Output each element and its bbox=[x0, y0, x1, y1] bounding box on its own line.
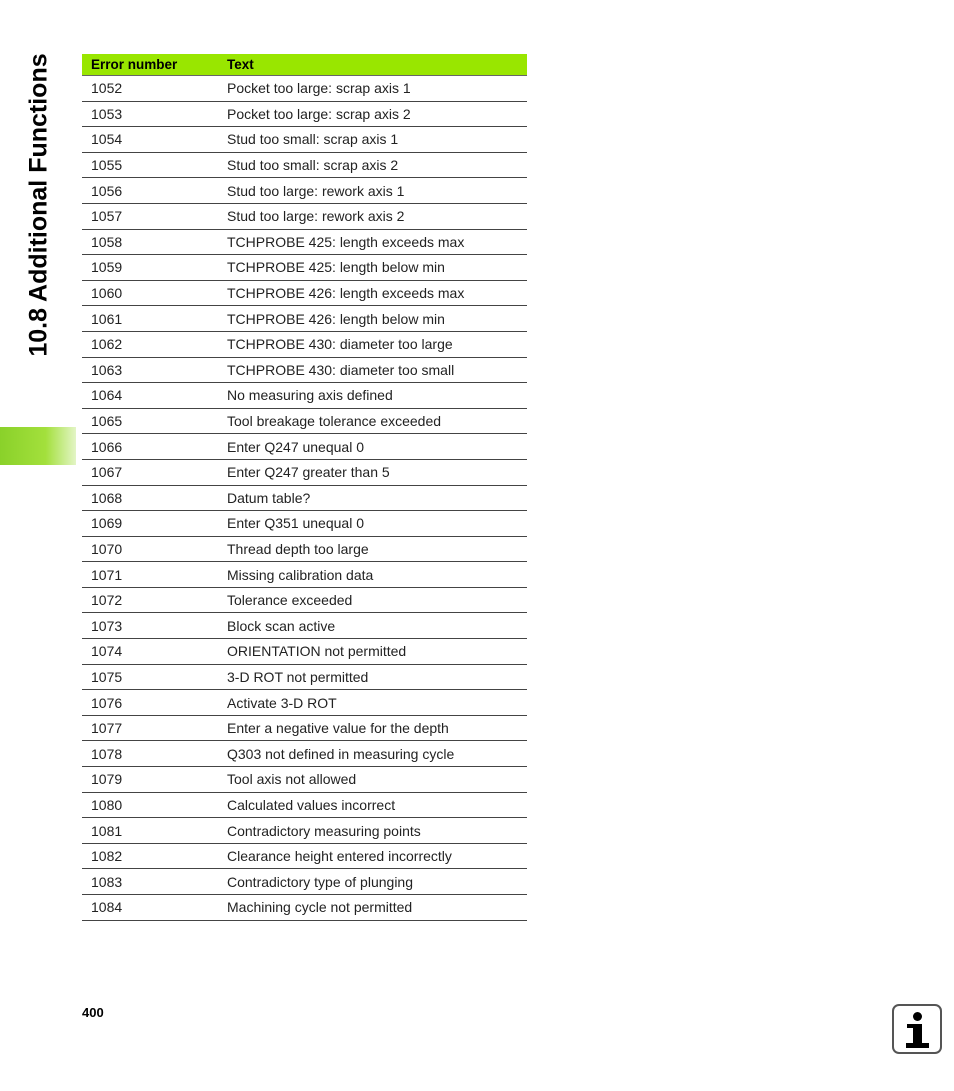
error-number-cell: 1067 bbox=[82, 459, 218, 485]
error-number-cell: 1078 bbox=[82, 741, 218, 767]
error-text-cell: Tool axis not allowed bbox=[218, 767, 527, 793]
error-number-cell: 1058 bbox=[82, 229, 218, 255]
table-row bbox=[82, 434, 527, 460]
error-text-cell: Stud too large: rework axis 1 bbox=[218, 178, 527, 204]
table-header-row bbox=[82, 54, 527, 76]
error-text-cell: TCHPROBE 425: length below min bbox=[218, 255, 527, 281]
error-number-cell: 1083 bbox=[82, 869, 218, 895]
page-number: 400 bbox=[82, 1005, 104, 1020]
error-number-cell: 1063 bbox=[82, 357, 218, 383]
error-text-cell: TCHPROBE 426: length exceeds max bbox=[218, 280, 527, 306]
table-row bbox=[82, 459, 527, 485]
error-text-cell: Enter Q247 unequal 0 bbox=[218, 434, 527, 460]
error-number-cell: 1074 bbox=[82, 639, 218, 665]
error-text-cell: TCHPROBE 430: diameter too large bbox=[218, 331, 527, 357]
table-row bbox=[82, 792, 527, 818]
table-row bbox=[82, 818, 527, 844]
error-text-cell: Thread depth too large bbox=[218, 536, 527, 562]
error-text-cell: Activate 3-D ROT bbox=[218, 690, 527, 716]
error-number-cell: 1056 bbox=[82, 178, 218, 204]
error-text-cell: Enter a negative value for the depth bbox=[218, 715, 527, 741]
error-text-cell: Pocket too large: scrap axis 2 bbox=[218, 101, 527, 127]
table-row bbox=[82, 152, 527, 178]
error-number-cell: 1072 bbox=[82, 587, 218, 613]
error-number-cell: 1066 bbox=[82, 434, 218, 460]
info-icon bbox=[892, 1004, 942, 1054]
table-row bbox=[82, 587, 527, 613]
error-number-cell: 1053 bbox=[82, 101, 218, 127]
error-number-cell: 1064 bbox=[82, 383, 218, 409]
error-number-cell: 1052 bbox=[82, 76, 218, 102]
error-number-cell: 1081 bbox=[82, 818, 218, 844]
table-row bbox=[82, 306, 527, 332]
table-row bbox=[82, 331, 527, 357]
error-text-cell: TCHPROBE 426: length below min bbox=[218, 306, 527, 332]
error-number-cell: 1068 bbox=[82, 485, 218, 511]
error-number-cell: 1054 bbox=[82, 127, 218, 153]
error-text-cell: Enter Q351 unequal 0 bbox=[218, 511, 527, 537]
error-text-cell: Pocket too large: scrap axis 1 bbox=[218, 76, 527, 102]
table-row bbox=[82, 562, 527, 588]
error-text-cell: Tolerance exceeded bbox=[218, 587, 527, 613]
error-text-cell: Tool breakage tolerance exceeded bbox=[218, 408, 527, 434]
table-row bbox=[82, 639, 527, 665]
table-row bbox=[82, 613, 527, 639]
error-number-cell: 1084 bbox=[82, 895, 218, 921]
error-number-cell: 1060 bbox=[82, 280, 218, 306]
error-number-cell: 1059 bbox=[82, 255, 218, 281]
error-text-cell: Contradictory measuring points bbox=[218, 818, 527, 844]
error-number-cell: 1082 bbox=[82, 843, 218, 869]
error-text-cell: Machining cycle not permitted bbox=[218, 895, 527, 921]
table-row bbox=[82, 229, 527, 255]
error-text-cell: Enter Q247 greater than 5 bbox=[218, 459, 527, 485]
table-row bbox=[82, 664, 527, 690]
table-row bbox=[82, 280, 527, 306]
table-row bbox=[82, 383, 527, 409]
error-number-cell: 1061 bbox=[82, 306, 218, 332]
table-row bbox=[82, 408, 527, 434]
error-number-cell: 1071 bbox=[82, 562, 218, 588]
error-number-cell: 1065 bbox=[82, 408, 218, 434]
error-number-cell: 1055 bbox=[82, 152, 218, 178]
table-row bbox=[82, 255, 527, 281]
error-text-cell: TCHPROBE 430: diameter too small bbox=[218, 357, 527, 383]
table-row bbox=[82, 895, 527, 921]
table-row bbox=[82, 101, 527, 127]
error-text-cell: Stud too small: scrap axis 1 bbox=[218, 127, 527, 153]
error-table bbox=[82, 54, 527, 921]
error-text-cell: Contradictory type of plunging bbox=[218, 869, 527, 895]
chapter-tab-marker bbox=[0, 427, 76, 465]
table-row bbox=[82, 76, 527, 102]
table-row bbox=[82, 203, 527, 229]
error-number-cell: 1080 bbox=[82, 792, 218, 818]
table-row bbox=[82, 741, 527, 767]
error-number-cell: 1077 bbox=[82, 715, 218, 741]
error-text-cell: No measuring axis defined bbox=[218, 383, 527, 409]
header-text: Text bbox=[218, 54, 527, 76]
error-number-cell: 1076 bbox=[82, 690, 218, 716]
error-text-cell: Missing calibration data bbox=[218, 562, 527, 588]
error-text-cell: Block scan active bbox=[218, 613, 527, 639]
error-text-cell: Clearance height entered incorrectly bbox=[218, 843, 527, 869]
table-row bbox=[82, 690, 527, 716]
chapter-title-text: 10.8 Additional Functions bbox=[24, 53, 53, 357]
error-number-cell: 1075 bbox=[82, 664, 218, 690]
table-row bbox=[82, 178, 527, 204]
table-row bbox=[82, 767, 527, 793]
error-number-cell: 1073 bbox=[82, 613, 218, 639]
error-text-cell: Calculated values incorrect bbox=[218, 792, 527, 818]
error-text-cell: Stud too small: scrap axis 2 bbox=[218, 152, 527, 178]
error-text-cell: 3-D ROT not permitted bbox=[218, 664, 527, 690]
error-text-cell: Stud too large: rework axis 2 bbox=[218, 203, 527, 229]
table-row bbox=[82, 843, 527, 869]
table-row bbox=[82, 511, 527, 537]
error-text-cell: Datum table? bbox=[218, 485, 527, 511]
error-number-cell: 1070 bbox=[82, 536, 218, 562]
error-number-cell: 1069 bbox=[82, 511, 218, 537]
error-number-cell: 1057 bbox=[82, 203, 218, 229]
table-row bbox=[82, 357, 527, 383]
table-row bbox=[82, 869, 527, 895]
chapter-side-title bbox=[14, 50, 64, 360]
table-row bbox=[82, 715, 527, 741]
header-error-number: Error number bbox=[82, 54, 218, 76]
table-row bbox=[82, 485, 527, 511]
error-text-cell: ORIENTATION not permitted bbox=[218, 639, 527, 665]
error-number-cell: 1062 bbox=[82, 331, 218, 357]
table-row bbox=[82, 127, 527, 153]
error-text-cell: Q303 not defined in measuring cycle bbox=[218, 741, 527, 767]
error-text-cell: TCHPROBE 425: length exceeds max bbox=[218, 229, 527, 255]
error-number-cell: 1079 bbox=[82, 767, 218, 793]
table-row bbox=[82, 536, 527, 562]
